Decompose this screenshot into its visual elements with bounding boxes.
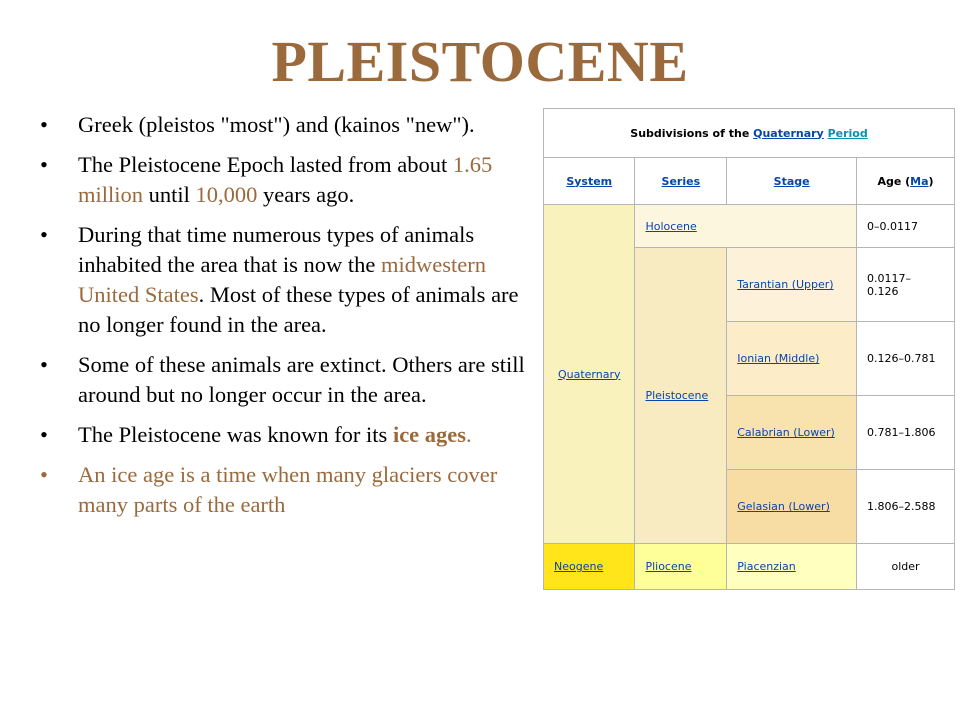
bullet-text: The Pleistocene was known for its [78,422,393,447]
age-tarantian: 0.0117– 0.126 [857,248,955,322]
header-stage [727,158,857,205]
series-link[interactable]: Series [661,174,701,188]
cell-holocene [635,205,857,248]
cell-pleistocene [635,248,727,544]
page-title: PLEISTOCENE [271,29,689,94]
neogene-link[interactable]: Neogene [554,560,604,573]
gelasian-link[interactable]: Gelasian (Lower) [737,500,830,513]
header-series [635,158,727,205]
cell-ionian [727,322,857,396]
bullet-etymology [40,110,540,140]
age-older: older [857,544,955,590]
bullet-text: An ice age is a time when many glaciers cover many parts of the earth [78,462,498,517]
bullet-text: . [466,422,472,447]
quaternary-system-link[interactable]: Quaternary [557,367,621,381]
age-header-text: Age ( [877,174,911,188]
calabrian-link[interactable]: Calabrian (Lower) [737,426,835,439]
cell-neogene [544,544,635,590]
ionian-link[interactable]: Ionian (Middle) [737,352,820,365]
age-holocene: 0–0.0117 [857,205,955,248]
highlight-ice-ages: ice ages [392,422,467,447]
stage-link[interactable]: Stage [773,174,810,188]
period-link[interactable]: Period [827,126,868,140]
cell-gelasian [727,470,857,544]
highlight-duration-start: 1.65 million [78,152,493,207]
bullet-text: . Most of these types of animals are no longer found in the area. [78,282,519,337]
bullet-text: During that time numerous types of animals inhabited the area that is now the [78,222,475,277]
holocene-link[interactable]: Holocene [645,219,697,233]
pliocene-link[interactable]: Pliocene [645,560,692,573]
bullet-animals [40,220,540,340]
bullet-text: The Pleistocene Epoch lasted from about [78,152,453,177]
age-ionian: 0.126–0.781 [857,322,955,396]
ma-link[interactable]: Ma [910,174,929,188]
age-gelasian: 1.806–2.588 [857,470,955,544]
bullet-text: until [143,182,196,207]
cell-quaternary [544,205,635,544]
header-age [857,158,955,205]
age-header-text: ) [928,174,934,188]
highlight-region: midwestern United States [78,252,487,307]
highlight-duration-end: 10,000 [195,182,258,207]
cell-piacenzian [727,544,857,590]
system-link[interactable]: System [566,174,613,188]
header-system [544,158,635,205]
bullet-text: Some of these animals are extinct. Others are still around but no longer occur in the area. [78,352,525,407]
table-caption [544,109,955,158]
age-calabrian: 0.781–1.806 [857,396,955,470]
caption-text: Subdivisions of the [630,126,754,140]
bullet-list [40,110,540,530]
piacenzian-link[interactable]: Piacenzian [737,560,796,573]
pleistocene-link[interactable]: Pleistocene [645,389,709,402]
subdivisions-table [543,108,955,590]
bullet-epoch-duration [40,150,540,210]
bullet-extinct [40,350,540,410]
tarantian-link[interactable]: Tarantian (Upper) [737,278,834,291]
cell-pliocene [635,544,727,590]
quaternary-link[interactable]: Quaternary [753,126,824,140]
bullet-text: Greek (pleistos "most") and (kainos "new"). [78,112,475,137]
cell-calabrian [727,396,857,470]
cell-tarantian [727,248,857,322]
bullet-text: years ago. [257,182,355,207]
bullet-ice-age-definition [40,460,540,520]
bullet-ice-ages [40,420,540,450]
